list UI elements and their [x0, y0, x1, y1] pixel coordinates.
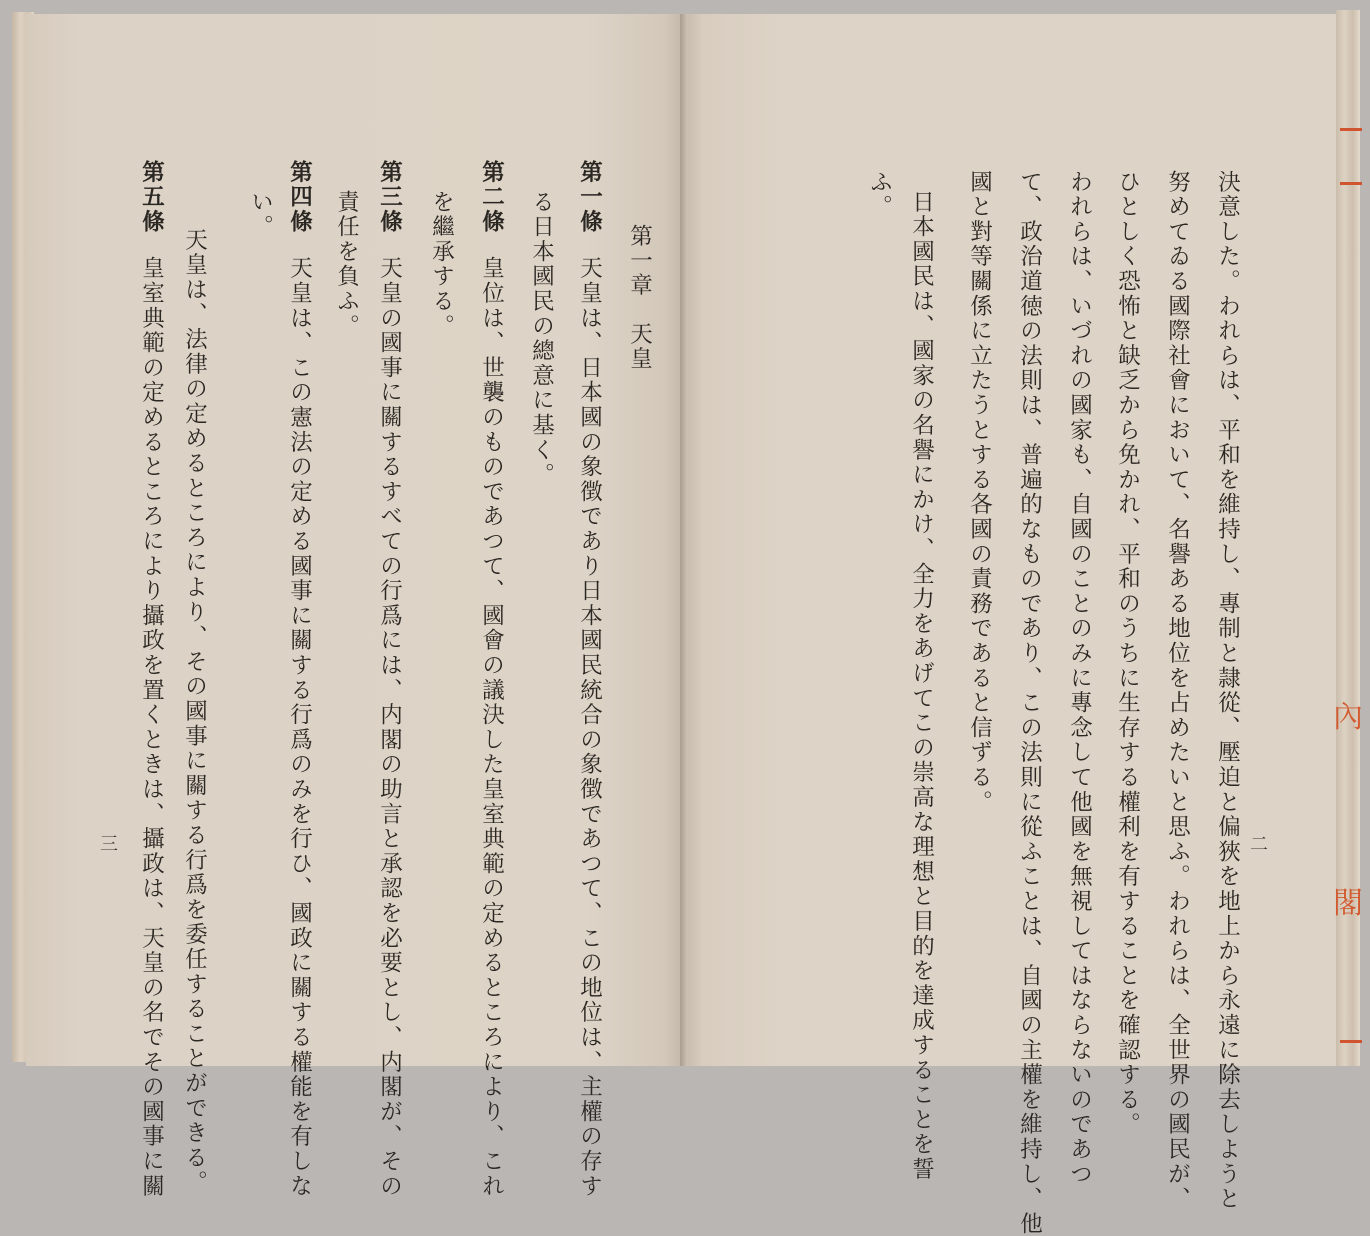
right-col-8: ふ。: [866, 170, 893, 220]
right-col-4: われらは、いづれの國家も、自國のことのみに專念して他國を無視してはならないのであつ: [1066, 170, 1093, 1187]
red-edge-mark: [1340, 128, 1362, 131]
left-col-article-1: 第一條天皇は、日本國の象徴であり日本國民統合の象徴であつて、この地位は、主權の存す: [576, 160, 603, 1199]
right-col-3: ひとしく恐怖と缺乏から免かれ、平和のうちに生存する權利を有することを確認する。: [1114, 170, 1141, 1138]
red-edge-char: 閣: [1333, 886, 1363, 921]
left-col-article-2: 第二條皇位は、世襲のものであつて、國會の議決した皇室典範の定めるところにより、これ: [478, 160, 505, 1199]
red-edge-mark: [1340, 182, 1362, 185]
right-col-5: て、政治道徳の法則は、普遍的なものであり、この法則に從ふことは、自國の主權を維持し、他: [1016, 170, 1043, 1236]
book-gutter: [680, 14, 688, 1066]
left-col-article-2-cont: を繼承する。: [428, 190, 455, 339]
left-col-article-4-cont: い。: [247, 190, 274, 240]
red-edge-mark: [1340, 1040, 1362, 1043]
page-number-left: 三: [100, 834, 118, 855]
left-col-article-5: 第五條皇室典範の定めるところにより攝政を置くときは、攝政は、天皇の名でその國事に關: [138, 160, 165, 1199]
right-col-2: 努めてゐる國際社會において、名譽ある地位を占めたいと思ふ。われらは、全世界の國民が、: [1164, 170, 1191, 1212]
right-col-7: 日本國民は、國家の名譽にかけ、全力をあげてこの崇高な理想と目的を達成することを誓: [908, 190, 935, 1182]
page-number-right: 二: [1250, 834, 1268, 855]
left-col-article-1-cont: る日本國民の總意に基く。: [528, 190, 555, 488]
left-col-article-3: 第三條天皇の國事に關するすべての行爲には、内閣の助言と承認を必要とし、内閣が、その: [376, 160, 403, 1199]
left-col-article-4-para-2: 天皇は、法律の定めるところにより、その國事に關する行爲を委任することができる。: [181, 228, 208, 1196]
left-col-article-3-cont: 責任を負ふ。: [333, 190, 360, 339]
red-edge-char: 內: [1333, 700, 1363, 735]
right-col-6: 國と對等關係に立たうとする各國の責務であると信ずる。: [966, 170, 993, 815]
chapter-heading: 第一章 天皇: [626, 224, 653, 371]
left-col-article-4: 第四條天皇は、この憲法の定める國事に關する行爲のみを行ひ、國政に關する權能を有しな: [286, 160, 313, 1199]
right-col-1: 決意した。われらは、平和を維持し、專制と隷從、壓迫と偏狹を地上から永遠に除去しようと: [1214, 170, 1241, 1212]
